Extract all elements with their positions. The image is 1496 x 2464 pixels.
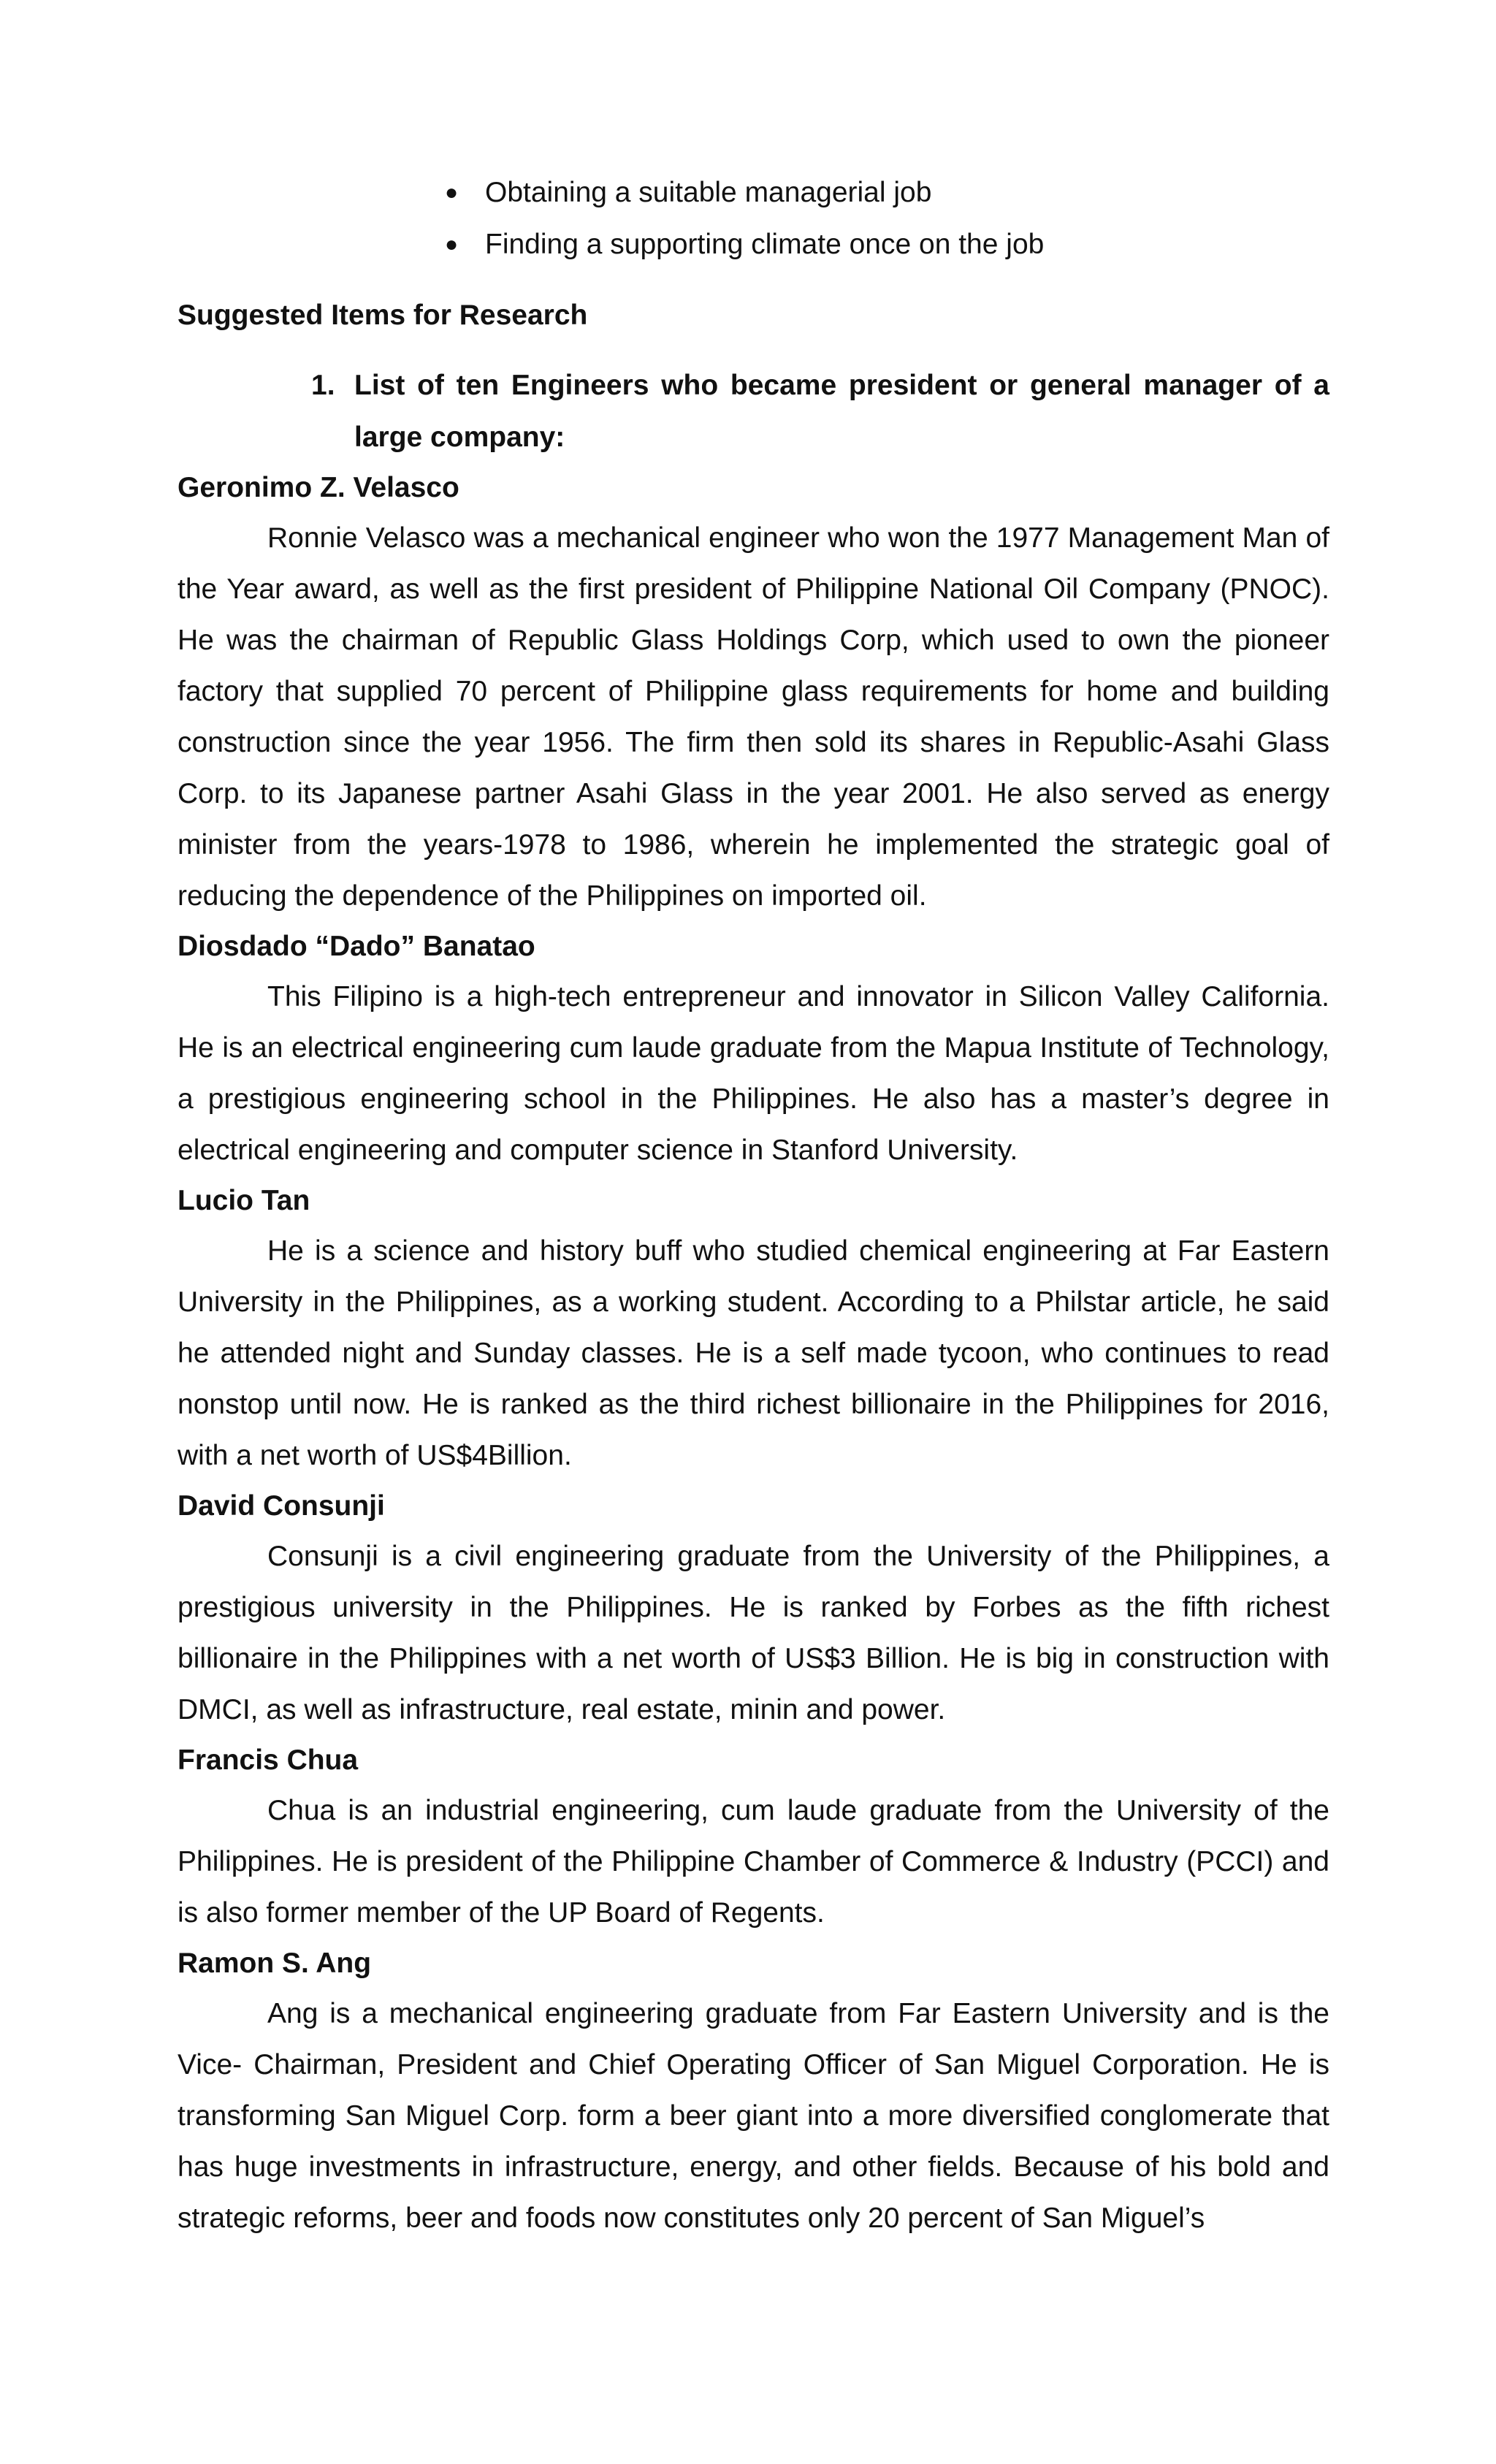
- person-entry: [178, 1939, 1329, 2244]
- bullet-item: [445, 218, 1329, 270]
- bullet-list: [445, 167, 1329, 270]
- person-name: Lucio Tan: [178, 1185, 310, 1216]
- list-item-text: List of ten Engineers who became president or general manager of a large company:: [354, 370, 1329, 453]
- page-content: [178, 167, 1329, 2244]
- person-entry: [178, 1176, 1329, 1481]
- bullet-text: Obtaining a suitable managerial job: [485, 177, 932, 208]
- section-heading: Suggested Items for Research: [178, 300, 588, 331]
- person-entry: [178, 922, 1329, 1176]
- bullet-icon: ●: [445, 180, 459, 205]
- person-name: Francis Chua: [178, 1744, 359, 1776]
- person-bio: Ronnie Velasco was a mechanical engineer who won the 1977 Management Man of the Year award, as well as the first president of Philippine National Oil Company (PNOC). He was the chairman of Republic Glass Holdings Corp, which used to own the pioneer factory that supplied 70 percent of Philippine glass requirements for home and building construction since the year 1956. The firm then sold its shares in Republic-Asahi Glass Corp. to its Japanese partner Asahi Glass in the year 2001. He also served as energy minister from the years-1978 to 1986, wherein he implemented the strategic goal of reducing the dependence of the Philippines on imported oil.: [178, 522, 1329, 912]
- person-bio: This Filipino is a high-tech entrepreneur and innovator in Silicon Valley California. He is an electrical engineering cum laude graduate from the Mapua Institute of Technology, a prestigious engineering school in the Philippines. He also has a master’s degree in electrical engineering and computer science in Stanford University.: [178, 981, 1329, 1166]
- person-bio: Chua is an industrial engineering, cum laude graduate from the University of the Philippines. He is president of the Philippine Chamber of Commerce & Industry (PCCI) and is also former member of the UP Board of Regents.: [178, 1795, 1329, 1929]
- numbered-list-item: [311, 359, 1329, 463]
- person-bio: Consunji is a civil engineering graduate from the University of the Philippines, a prestigious university in the Philippines. He is ranked by Forbes as the fifth richest billionaire in the Philippines with a net worth of US$3 Billion. He is big in construction with DMCI, as well as infrastructure, real estate, minin and power.: [178, 1541, 1329, 1725]
- bullet-icon: ●: [445, 232, 459, 256]
- person-bio: Ang is a mechanical engineering graduate from Far Eastern University and is the Vice- Chairman, President and Chief Operating Officer of San Miguel Corporation. He is transforming San Miguel Corp. form a beer giant into a more diversified conglomerate that has huge investments in infrastructure, energy, and other fields. Because of his bold and strategic reforms, beer and foods now constitutes only 20 percent of San Miguel’s: [178, 1998, 1329, 2234]
- bullet-item: [445, 167, 1329, 218]
- person-entry: [178, 463, 1329, 922]
- person-name: Geronimo Z. Velasco: [178, 472, 459, 503]
- person-name: Ramon S. Ang: [178, 1948, 372, 1979]
- bullet-text: Finding a supporting climate once on the job: [485, 229, 1045, 260]
- person-entry: [178, 1736, 1329, 1939]
- list-number: 1.: [311, 370, 335, 401]
- person-bio: He is a science and history buff who studied chemical engineering at Far Eastern University in the Philippines, as a working student. According to a Philstar article, he said he attended night and Sunday classes. He is a self made tycoon, who continues to read nonstop until now. He is ranked as the third richest billionaire in the Philippines for 2016, with a net worth of US$4Billion.: [178, 1235, 1329, 1471]
- person-name: David Consunji: [178, 1490, 385, 1522]
- person-entry: [178, 1481, 1329, 1736]
- person-name: Diosdado “Dado” Banatao: [178, 931, 535, 962]
